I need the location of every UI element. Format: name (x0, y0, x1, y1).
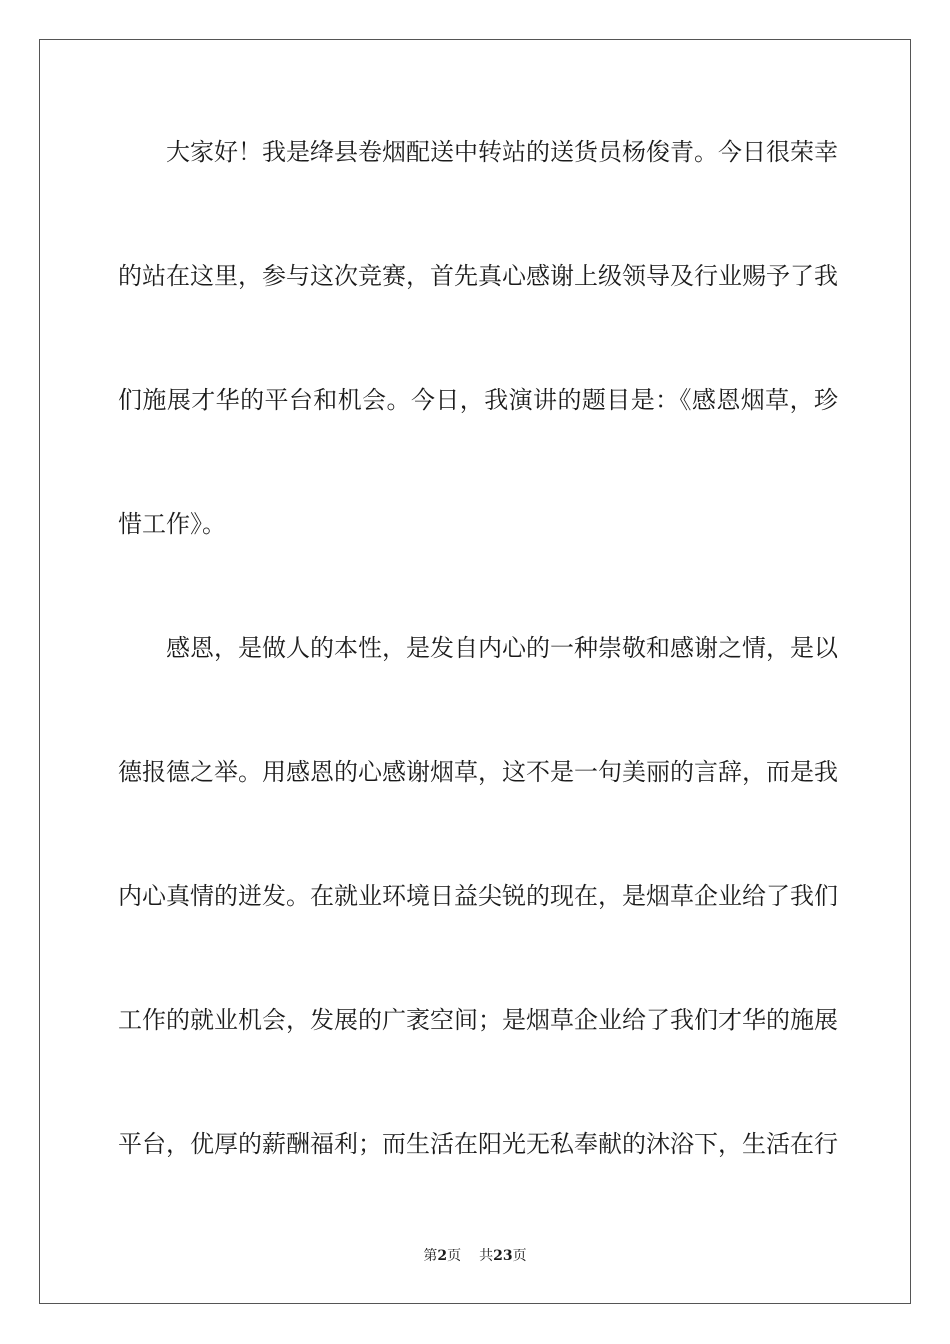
text-line: 感恩，是做人的本性，是发自内心的一种崇敬和感谢之情，是以 (166, 634, 838, 662)
total-suffix: 页 (512, 1248, 527, 1264)
page-prefix: 第 (423, 1248, 438, 1264)
text-line: 内心真情的迸发。在就业环境日益尖锐的现在，是烟草企业给了我们 (118, 882, 838, 910)
page-suffix: 页 (447, 1248, 462, 1264)
page-footer (0, 1246, 950, 1266)
page-number: 2 (437, 1248, 448, 1264)
text-line: 惜工作》。 (118, 510, 226, 538)
total-pages: 23 (493, 1248, 513, 1264)
page-border (39, 39, 911, 1304)
text-line: 平台，优厚的薪酬福利；而生活在阳光无私奉献的沐浴下，生活在行 (118, 1130, 838, 1158)
text-line: 工作的就业机会，发展的广袤空间；是烟草企业给了我们才华的施展 (118, 1006, 838, 1034)
total-prefix: 共 (479, 1248, 494, 1264)
text-line: 大家好！我是绛县卷烟配送中转站的送货员杨俊青。今日很荣幸 (166, 138, 838, 166)
text-line: 们施展才华的平台和机会。今日，我演讲的题目是：《感恩烟草，珍 (118, 386, 838, 414)
text-line: 的站在这里，参与这次竞赛，首先真心感谢上级领导及行业赐予了我 (118, 262, 838, 290)
total-pages-indicator (479, 1248, 526, 1264)
page-indicator (423, 1248, 461, 1264)
text-line: 德报德之举。用感恩的心感谢烟草，这不是一句美丽的言辞，而是我 (118, 758, 838, 786)
